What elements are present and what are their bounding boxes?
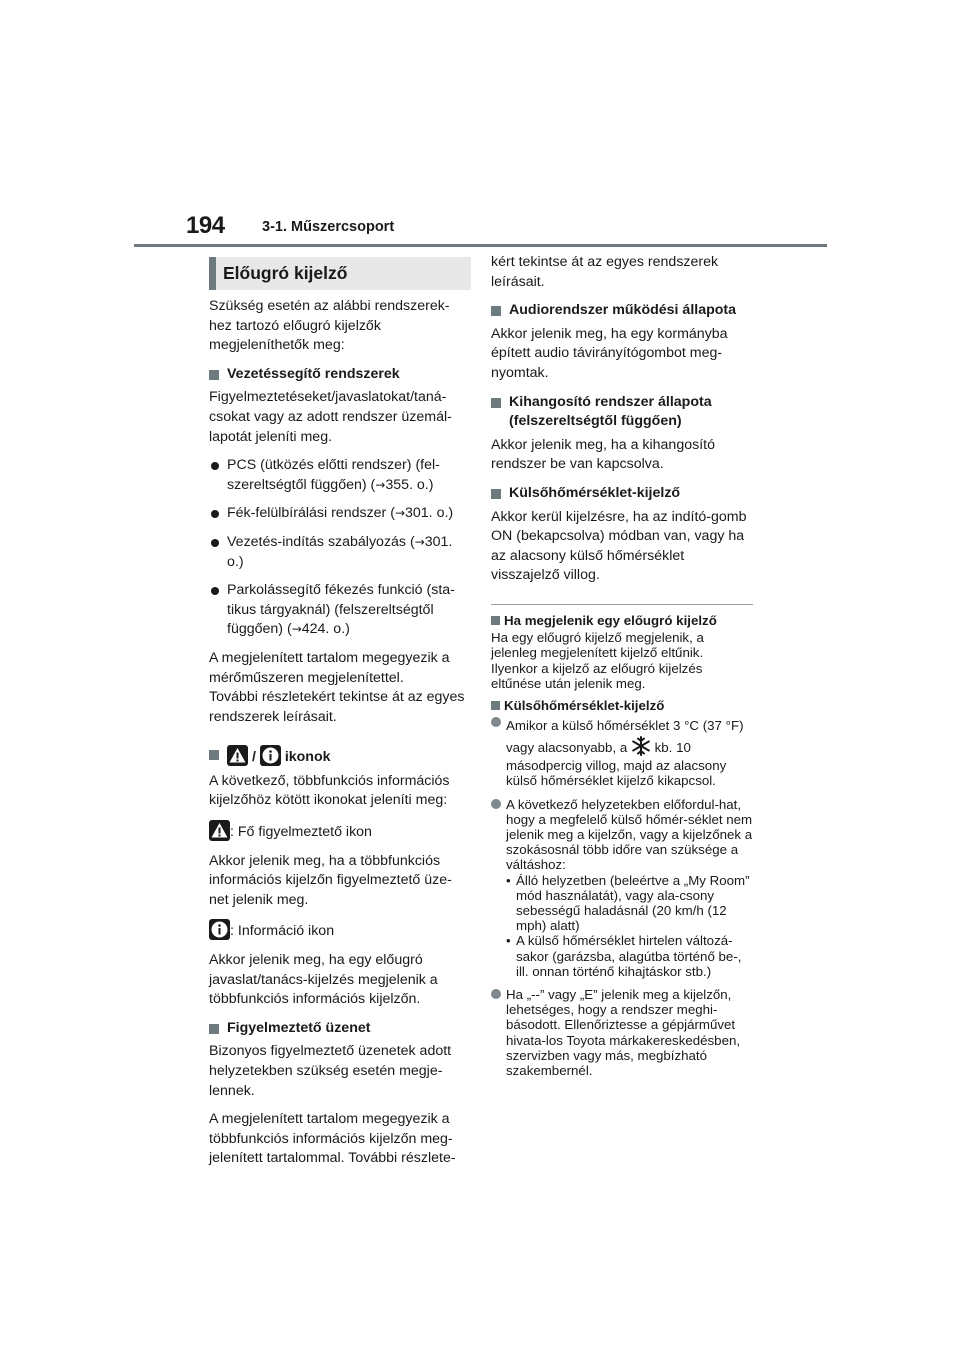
subheading-handsfree: Kihangosító rendszer állapota (felszereltségtől függően) (491, 393, 753, 432)
warning-message-text: Bizonyos figyelmeztető üzenetek adott helyzetekben szükség esetén megje-lennek. (209, 1043, 452, 1099)
subheading-warning-message: Figyelmeztető üzenet (209, 1019, 471, 1039)
round-bullet-icon (491, 799, 501, 809)
note-popup-text: Ha egy előugró kijelző megjelenik, a jelenleg megjelenített kijelző eltűnik. Ilyenkor a kijelző az előugró kijelzés eltűnése után jelenik meg. (491, 630, 704, 691)
page-ref-link[interactable]: 301. o.) (227, 533, 453, 570)
note-list-item: Ha „--” vagy „E” jelenik meg a kijelzőn, lehetséges, hogy a rendszer meghi-básodott. Ellenőriztesse a gépjárművet hivata-los Toyota márkakereskedésben, szervizben vagy más, megbízható szakembernél. (491, 987, 753, 1078)
bullet-icon (211, 539, 219, 547)
square-bullet-icon (491, 616, 500, 625)
arrow-icon: → (375, 477, 386, 492)
details-text: További részletekért tekintse át az egyes rendszerek leírásait. (209, 689, 465, 725)
warning-icon (209, 820, 230, 841)
page-number: 194 (186, 212, 225, 239)
page-ref-link[interactable]: 301. o.) (405, 505, 454, 522)
round-bullet-icon (491, 717, 501, 727)
continued-text: kért tekintse át az egyes rendszerek leírásait. (491, 254, 719, 290)
info-icon-label: : Információ ikon (209, 919, 471, 942)
page-heading: Előugró kijelző (209, 257, 471, 290)
square-bullet-icon (209, 750, 219, 760)
arrow-icon: → (394, 506, 406, 521)
right-column (491, 253, 753, 1086)
square-bullet-icon (491, 701, 500, 710)
info-icon (209, 919, 230, 940)
left-column (209, 257, 471, 1178)
intro-text: Szükség esetén az alábbi rendszerek-hez tartozó előugró kijelzők megjeleníthetők meg: (209, 298, 450, 354)
warning-icon (227, 745, 248, 766)
note-heading-outside-temp: Külsőhőmérséklet-kijelző (491, 698, 753, 713)
note-heading-popup: Ha megjelenik egy előugró kijelző (491, 613, 753, 628)
note-list-item: Amikor a külső hőmérséklet 3 °C (37 °F) vagy alacsonyabb, a kb. 10 másodpercig villog, majd az alacsony külső hőmérséklet kijelző kikapcsol. (491, 715, 753, 788)
subheading-icons: / ikonok (209, 745, 471, 768)
square-bullet-icon (491, 398, 501, 408)
subheading-driving-assist: Vezetéssegítő rendszerek (209, 365, 471, 385)
round-bullet-icon (491, 989, 501, 999)
bullet-icon (211, 462, 219, 470)
note-list-item: A következő helyzetekben előfordul-hat, hogy a megfelelő külső hőmér-séklet nem jelenik meg a kijelzőn, vagy a kijelzőnek a szokásosnál több időre van szüksége a váltáshoz: • Álló helyzetben (beleértve a „My Room” mód használatát), vagy ala-csony sebességű haladásnál (20 km/h (12 mph) alatt) • A külső hőmérséklet hirtelen változá-sakor (garázsba, alagútba történő be-, ill. onnan történő kihajtáskor stb.) (491, 797, 753, 979)
note-divider (491, 604, 753, 605)
list-item: Fék-felülbírálási rendszer (→301. o.) (209, 504, 471, 524)
warning-icon-label: : Fő figyelmeztető ikon (209, 820, 471, 843)
info-icon (260, 745, 281, 766)
bullet-icon (211, 510, 219, 518)
warning-message-details: A megjelenített tartalom megegyezik a többfunkciós információs kijelzőn meg-jelenített tartalommal. További részlete- (209, 1111, 456, 1167)
square-bullet-icon (209, 1024, 219, 1034)
section-title: 3-1. Műszercsoport (262, 219, 395, 235)
subheading-audio: Audiorendszer működési állapota (491, 301, 753, 321)
arrow-icon: → (414, 534, 425, 549)
subheading-outside-temp: Külsőhőmérséklet-kijelző (491, 484, 753, 504)
snowflake-icon (631, 736, 651, 756)
list-item: Parkolássegítő fékezés funkció (sta-tikus tárgyaknál) (felszereltségtől függően) (→424. o.) (209, 581, 471, 640)
note-section (491, 613, 753, 1078)
square-bullet-icon (491, 489, 501, 499)
page-ref-link[interactable]: 355. o.) (385, 476, 434, 493)
dash-item: • Álló helyzetben (beleértve a „My Room” mód használatát), vagy ala-csony sebességű haladásnál (20 km/h (12 mph) alatt) (506, 872, 750, 934)
driving-assist-text: Figyelmeztetéseket/javaslatokat/taná-csokat vagy az adott rendszer üzemál-lapotát jeleníti meg. (209, 389, 452, 445)
square-bullet-icon (209, 370, 219, 380)
bullet-icon (211, 587, 219, 595)
header-rule (134, 244, 827, 247)
arrow-icon: → (291, 622, 302, 637)
square-bullet-icon (491, 306, 501, 316)
info-icon-text: Akkor jelenik meg, ha egy előugró javaslat/tanács-kijelzés megjelenik a többfunkciós információs kijelzőn. (209, 952, 438, 1008)
handsfree-text: Akkor jelenik meg, ha a kihangosító rendszer be van kapcsolva. (491, 436, 715, 473)
outside-temp-text: Akkor kerül kijelzésre, ha az indító-gomb ON (bekapcsolva) módban van, vagy ha az alacsony külső hőmérséklet visszajelző villog. (491, 508, 747, 584)
icons-text: A következő, többfunkciós információs kijelzőhöz kötött ikonokat jeleníti meg: (209, 772, 450, 809)
list-item: PCS (ütközés előtti rendszer) (fel-szereltségtől függően) (→355. o.) (209, 456, 471, 495)
same-content-text: A megjelenített tartalom megegyezik a mérőműszeren megjelenítettel. (209, 649, 450, 686)
page-ref-link[interactable]: 424. o.) (301, 621, 350, 638)
audio-text: Akkor jelenik meg, ha egy kormányba épített audio távirányítógombot meg-nyomtak. (491, 325, 728, 381)
dash-item: • A külső hőmérséklet hirtelen változá-sakor (garázsba, alagútba történő be-, ill. onnan történő kihajtáskor stb.) (506, 933, 742, 979)
warning-icon-text: Akkor jelenik meg, ha a többfunkciós információs kijelzőn figyelmeztető üze-net jelenik meg. (209, 852, 452, 908)
list-item: Vezetés-indítás szabályozás (→301. o.) (209, 533, 471, 572)
